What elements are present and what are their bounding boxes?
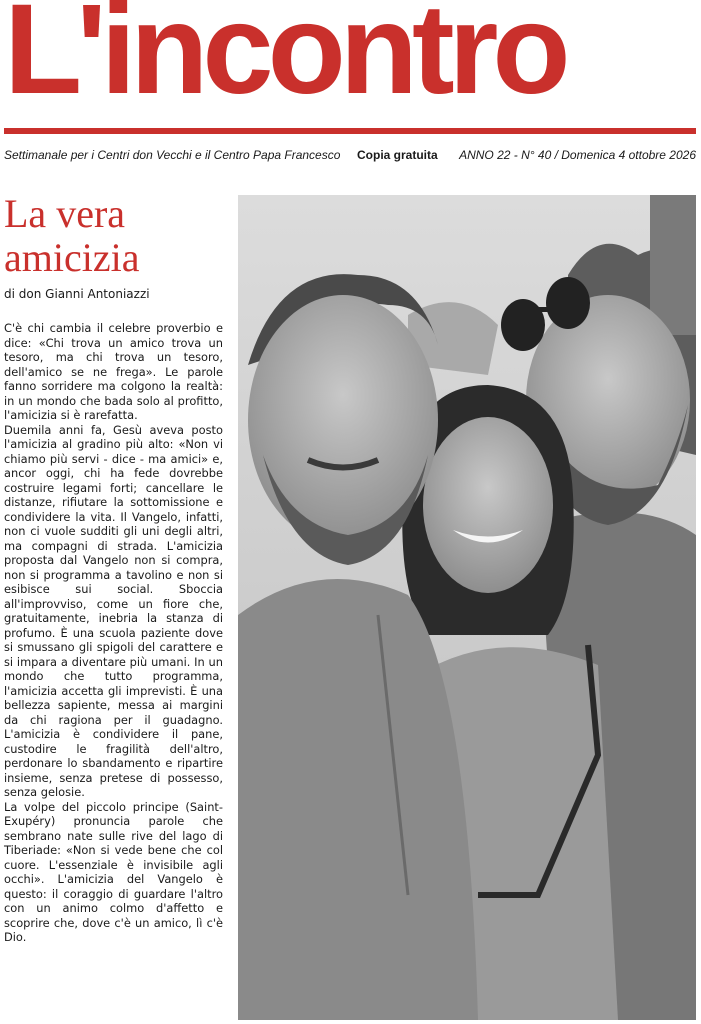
copy-label: Copia gratuita — [357, 148, 438, 162]
selfie-photo-illustration — [238, 195, 696, 1020]
masthead-rule — [4, 128, 696, 134]
article-title-line1: La vera — [4, 191, 126, 236]
masthead — [4, 0, 696, 138]
masthead-logo: L'incontro — [4, 0, 565, 121]
article-title — [4, 192, 234, 280]
article-photo — [238, 195, 696, 1020]
info-bar — [4, 146, 696, 166]
article-paragraph: Duemila anni fa, Gesù aveva posto l'amicizia al gradino più alto: «Non vi chiamo più servi - dice - ma amici» e, ancor oggi, chi ha fede dovrebbe costruire legami forti; cancellare le distanze, rifiutare la sottomissione e condividere la vita. Il Vangelo, infatti, non ci vuole sudditi gli uni degli altri, ma compagni di strada. L'amicizia proposta dal Vangelo non si compra, non si programma a tavolino e non si esibisce sui social. Sboccia all'improvviso, come un fiore che, gratuitamente, inebria la stanza di profumo. È una scuola paziente dove si smussano gli spigoli del carattere e si impara a diventare più umani. In un mondo che tutto programma, l'amicizia accetta gli imprevisti. È una bellezza sapiente, messa ai margini da chi ragiona per il guadagno. L'amicizia è condividere il pane, custodire le fragilità dell'altro, perdonare lo sbandamento e ripartire insieme, senza pretese di possesso, senza gelosie. — [4, 422, 223, 799]
article-body — [4, 321, 223, 945]
issue-info: ANNO 22 - N° 40 / Domenica 4 ottobre 2026 — [459, 148, 696, 162]
article-paragraph: La volpe del piccolo principe (Saint-Exupéry) pronuncia parole che sembrano nate sulle rive del lago di Tiberiade: «Non si vede bene che col cuore. L'essenziale è invisibile agli occhi». L'amicizia del Vangelo è questo: il coraggio di guardare l'altro con un animo colmo d'affetto e scoprire che, dove c'è un amico, lì c'è Dio. — [4, 799, 223, 944]
masthead-tagline: Settimanale per i Centri don Vecchi e il Centro Papa Francesco — [4, 148, 341, 162]
article-title-line2: amicizia — [4, 235, 140, 280]
article-paragraph: C'è chi cambia il celebre proverbio e dice: «Chi trova un amico trova un tesoro, ma chi trova un tesoro, dell'amico se ne frega». Le parole fanno sorridere ma colgono la realtà: in un mondo che bada solo al profitto, l'amicizia si è rarefatta. — [4, 321, 223, 422]
article-byline: di don Gianni Antoniazzi — [4, 287, 150, 301]
